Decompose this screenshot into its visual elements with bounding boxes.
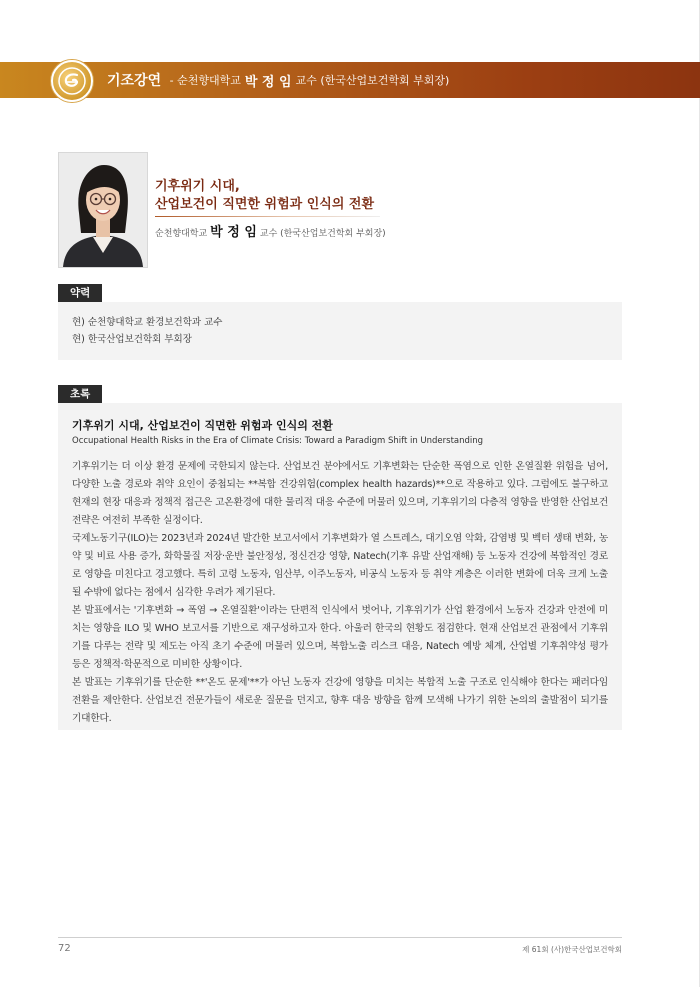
banner-org: 순천향대학교	[177, 74, 241, 87]
abstract-paragraph: 기후위기는 더 이상 환경 문제에 국한되지 않는다. 산업보건 분야에서도 기후변화는 단순한 폭염으로 인한 온열질환 위험을 넘어, 다양한 노출 경로와 취약 요인이 중첩되는 **복합 건강위험(complex health hazards)**으로 작용하고 있다. 그럼에도 불구하고 현재의 현장 대응과 정책적 접근은 고온환경에 대한 물리적 대응 수준에 머물러 있으며, 기후위기의 다층적 영향을 반영한 산업보건 전략은 여전히 부족한 실정이다.	[72, 461, 608, 526]
speaker-name: 박 정 임	[210, 225, 257, 240]
talk-title-line1: 기후위기 시대,	[155, 179, 240, 194]
page-number: 72	[58, 943, 71, 954]
speaker-photo	[58, 152, 148, 268]
abstract-box	[58, 403, 622, 730]
banner-text	[107, 62, 449, 98]
speaker-suffix: 교수 (한국산업보건학회 부회장)	[259, 229, 386, 239]
footer-divider	[58, 937, 622, 938]
banner-speaker-suffix: 교수 (한국산업보건학회 부회장)	[295, 74, 450, 87]
abstract-label: 초록	[58, 385, 102, 403]
career-item: 현) 순천향대학교 환경보건학과 교수	[72, 317, 223, 328]
career-box	[58, 302, 622, 360]
career-label: 약력	[58, 284, 102, 302]
logo-icon	[51, 60, 93, 102]
banner-session-title: 기조강연	[107, 73, 162, 89]
speaker-org: 순천향대학교	[155, 229, 208, 239]
abstract-paragraph: 국제노동기구(ILO)는 2023년과 2024년 발간한 보고서에서 기후변화가 열 스트레스, 대기오염 악화, 감염병 및 벡터 생태 변화, 농약 및 비료 사용 증가, 화학물질 저장·운반 불안정성, 정신건강 영향, Natech(기후 유발 산업재해) 등 노동자 건강에 복합적인 경로로 영향을 미친다고 경고했다. 특히 고령 노동자, 임산부, 이주노동자, 비공식 노동자 등 취약 계층은 이러한 변화에 더욱 크게 노출될 수밖에 없다는 점에서 심각한 우려가 제기된다.	[72, 533, 608, 598]
banner-separator: -	[166, 73, 178, 87]
banner-speaker-name: 박 정 임	[244, 74, 292, 90]
career-item: 현) 한국산업보건학회 부회장	[72, 334, 192, 345]
footer-publication: 제 61회 (사)한국산업보건학회	[522, 945, 622, 954]
title-divider	[155, 216, 380, 217]
abstract-subtitle: Occupational Health Risks in the Era of Climate Crisis: Toward a Paradigm Shift in Understanding	[72, 436, 484, 446]
talk-title	[155, 178, 385, 214]
abstract-paragraph: 본 발표는 기후위기를 단순한 **'온도 문제'**가 아닌 노동자 건강에 영향을 미치는 복합적 노출 구조로 인식해야 한다는 패러다임 전환을 제안한다. 산업보건 전문가들이 새로운 질문을 던지고, 향후 대응 방향을 함께 모색해 나가기 위한 논의의 출발점이 되기를 기대한다.	[72, 677, 608, 724]
talk-title-line2: 산업보건이 직면한 위험과 인식의 전환	[155, 197, 375, 212]
abstract-body	[72, 458, 608, 728]
speaker-affiliation	[155, 221, 386, 240]
abstract-title: 기후위기 시대, 산업보건이 직면한 위험과 인식의 전환	[72, 419, 333, 432]
abstract-paragraph: 본 발표에서는 '기후변화 → 폭염 → 온열질환'이라는 단편적 인식에서 벗어나, 기후위기가 산업 환경에서 노동자 건강과 안전에 미치는 영향을 ILO 및 WHO 보고서를 기반으로 재구성하고자 한다. 아울러 한국의 현황도 점검한다. 현재 산업보건 관점에서 기후위기를 다루는 전략 및 제도는 아직 초기 수준에 머물러 있으며, 복합노출 리스크 대응, Natech 예방 체계, 산업별 기후취약성 평가 등은 정책적·학문적으로 미비한 상황이다.	[72, 605, 608, 670]
